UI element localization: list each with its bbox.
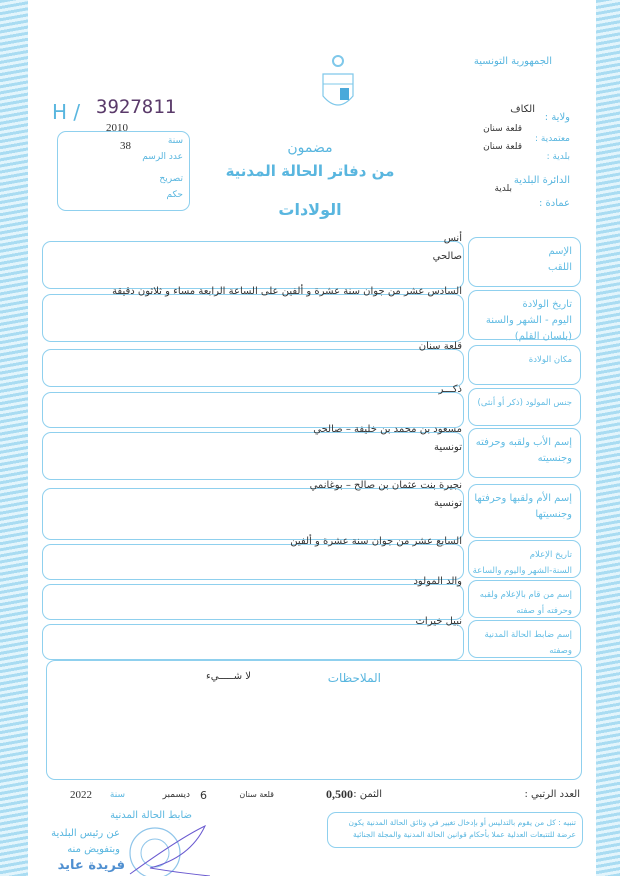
field-label: جنس المولود (ذكر أو أنثى) bbox=[477, 398, 572, 408]
legal-notice: تنبيه : كل من يقوم بالتدليس أو بإدخال تغيير في وثائق الحالة المدنية يكون عرضة للتتبعات العدلية عملا بأحكام قوانين الحالة المدنية والمجلة الجنائية bbox=[348, 818, 576, 839]
value-box-civil-officer bbox=[42, 624, 464, 660]
field-value-mother: تونسية bbox=[433, 498, 462, 509]
field-label: السنة-الشهر واليوم والساعة bbox=[472, 566, 572, 576]
district-label: الدائرة البلدية bbox=[513, 175, 570, 186]
delegation-stamp: وبتفويض منه bbox=[67, 844, 120, 855]
label-box-name bbox=[468, 237, 581, 287]
value-box-father bbox=[42, 432, 464, 480]
field-label: اللقب bbox=[547, 262, 572, 273]
remarks-box bbox=[46, 660, 582, 780]
price-label: الثمن : bbox=[353, 789, 382, 800]
field-value-declaration-date: السابع عشر من جوان سنة عشرة و ألفين bbox=[290, 536, 462, 547]
value-box-declarant bbox=[42, 584, 464, 620]
value-box-name bbox=[42, 241, 464, 289]
label-box-birth-place bbox=[468, 345, 581, 385]
security-border-right bbox=[596, 0, 620, 876]
field-label: مكان الولادة bbox=[528, 355, 572, 365]
field-label: إسم الأم ولقبها وحرفتها bbox=[474, 493, 572, 504]
field-value-name: أنس bbox=[443, 233, 462, 244]
coat-of-arms-icon bbox=[318, 52, 358, 114]
field-label: تاريخ الإعلام bbox=[529, 550, 572, 560]
label-box-mother bbox=[468, 484, 581, 538]
field-label: وجنسيته bbox=[537, 453, 572, 464]
field-value-sex: ذكـــر bbox=[438, 384, 462, 395]
year-label: سنة bbox=[167, 136, 183, 146]
wilaya-label: ولاية : bbox=[544, 112, 570, 123]
title-births: الولادات bbox=[278, 200, 342, 219]
field-label: إسم من قام بالإعلام ولقبه bbox=[479, 590, 572, 600]
issue-year: 2022 bbox=[70, 789, 92, 801]
serial-label: العدد الرتبي : bbox=[524, 789, 580, 800]
label-box-declaration-date bbox=[468, 540, 581, 578]
field-label: إسم الأب ولقبه وحرفته bbox=[475, 437, 572, 448]
issue-day: 6 bbox=[200, 789, 207, 802]
value-box-birth-date bbox=[42, 294, 464, 342]
field-value-father: مسعود بن محمد بن خليفة – صالحي bbox=[313, 424, 462, 435]
officer-title: ضابط الحالة المدنية bbox=[110, 810, 192, 821]
municipality-label: بلدية : bbox=[546, 152, 570, 162]
issue-year-label: سنة bbox=[109, 790, 125, 800]
field-label: تاريخ الولادة bbox=[522, 299, 572, 310]
register-year: 2010 bbox=[106, 122, 128, 134]
value-box-mother bbox=[42, 488, 464, 540]
on-behalf-label: عن رئيس البلدية bbox=[51, 828, 120, 839]
price-value: 0,500 bbox=[326, 787, 353, 801]
field-value-father: تونسية bbox=[433, 442, 462, 453]
label-box-father bbox=[468, 428, 581, 478]
value-box-sex bbox=[42, 392, 464, 428]
value-box-declaration-date bbox=[42, 544, 464, 580]
label-box-declarant bbox=[468, 580, 581, 618]
wilaya-value: الكاف bbox=[510, 104, 535, 115]
district-value: بلدية bbox=[494, 184, 512, 194]
field-label: إسم ضابط الحالة المدنية bbox=[484, 630, 572, 640]
legal-notice-box bbox=[327, 812, 583, 848]
official-seal-and-signature-icon bbox=[120, 818, 210, 876]
imada-label: عمادة : bbox=[538, 198, 570, 209]
field-value-birth-place: قلعة سنان bbox=[418, 341, 462, 352]
label-box-civil-officer bbox=[468, 620, 581, 658]
value-box-birth-place bbox=[42, 349, 464, 387]
field-value-birth-date: السادس عشر من جوان سنة عشرة و ألفين على الساعة الرابعة مساء و ثلاثون دقيقة bbox=[112, 286, 462, 297]
field-label: وحرفته أو صفته bbox=[516, 606, 572, 616]
security-border-left bbox=[0, 0, 28, 876]
remarks-label: الملاحظات bbox=[327, 671, 381, 685]
field-value-civil-officer: نبيل خيرات bbox=[415, 616, 462, 627]
register-prefix: H / bbox=[52, 100, 81, 124]
field-label: (بلسان القلم) bbox=[514, 331, 572, 342]
remarks-value: لا شـــــيء bbox=[206, 671, 251, 682]
signatory-name: فريدة عايد bbox=[57, 858, 125, 873]
title-registers: من دفاتر الحالة المدنية bbox=[225, 162, 395, 180]
delegation-label: معتمدية : bbox=[534, 134, 570, 144]
judgment-label: حكم bbox=[166, 190, 183, 200]
issue-place: قلعة سنان bbox=[239, 790, 274, 799]
municipality-value: قلعة سنان bbox=[483, 142, 522, 152]
republic-label: الجمهورية التونسية bbox=[473, 56, 552, 67]
field-value-mother: نجيرة بنت عثمان بن صالح – بوغانمي bbox=[309, 480, 462, 491]
field-value-name: صالحي bbox=[432, 251, 462, 262]
register-number: 3927811 bbox=[96, 96, 177, 118]
label-box-sex bbox=[468, 388, 581, 426]
field-label: وصفته bbox=[549, 646, 572, 656]
field-label: اليوم - الشهر والسنة bbox=[485, 315, 572, 326]
field-label: الإسم bbox=[548, 246, 572, 257]
act-number: 38 bbox=[120, 140, 131, 152]
issue-month: ديسمبر bbox=[162, 790, 190, 800]
field-label: وجنسيتها bbox=[535, 509, 572, 520]
title-madmoun: مضمون bbox=[287, 140, 333, 156]
act-number-label: عدد الرسم bbox=[142, 152, 183, 162]
field-value-declarant: والد المولود bbox=[413, 576, 462, 587]
declaration-label: تصريح bbox=[159, 174, 183, 184]
delegation-value: قلعة سنان bbox=[483, 124, 522, 134]
label-box-birth-date bbox=[468, 290, 581, 340]
